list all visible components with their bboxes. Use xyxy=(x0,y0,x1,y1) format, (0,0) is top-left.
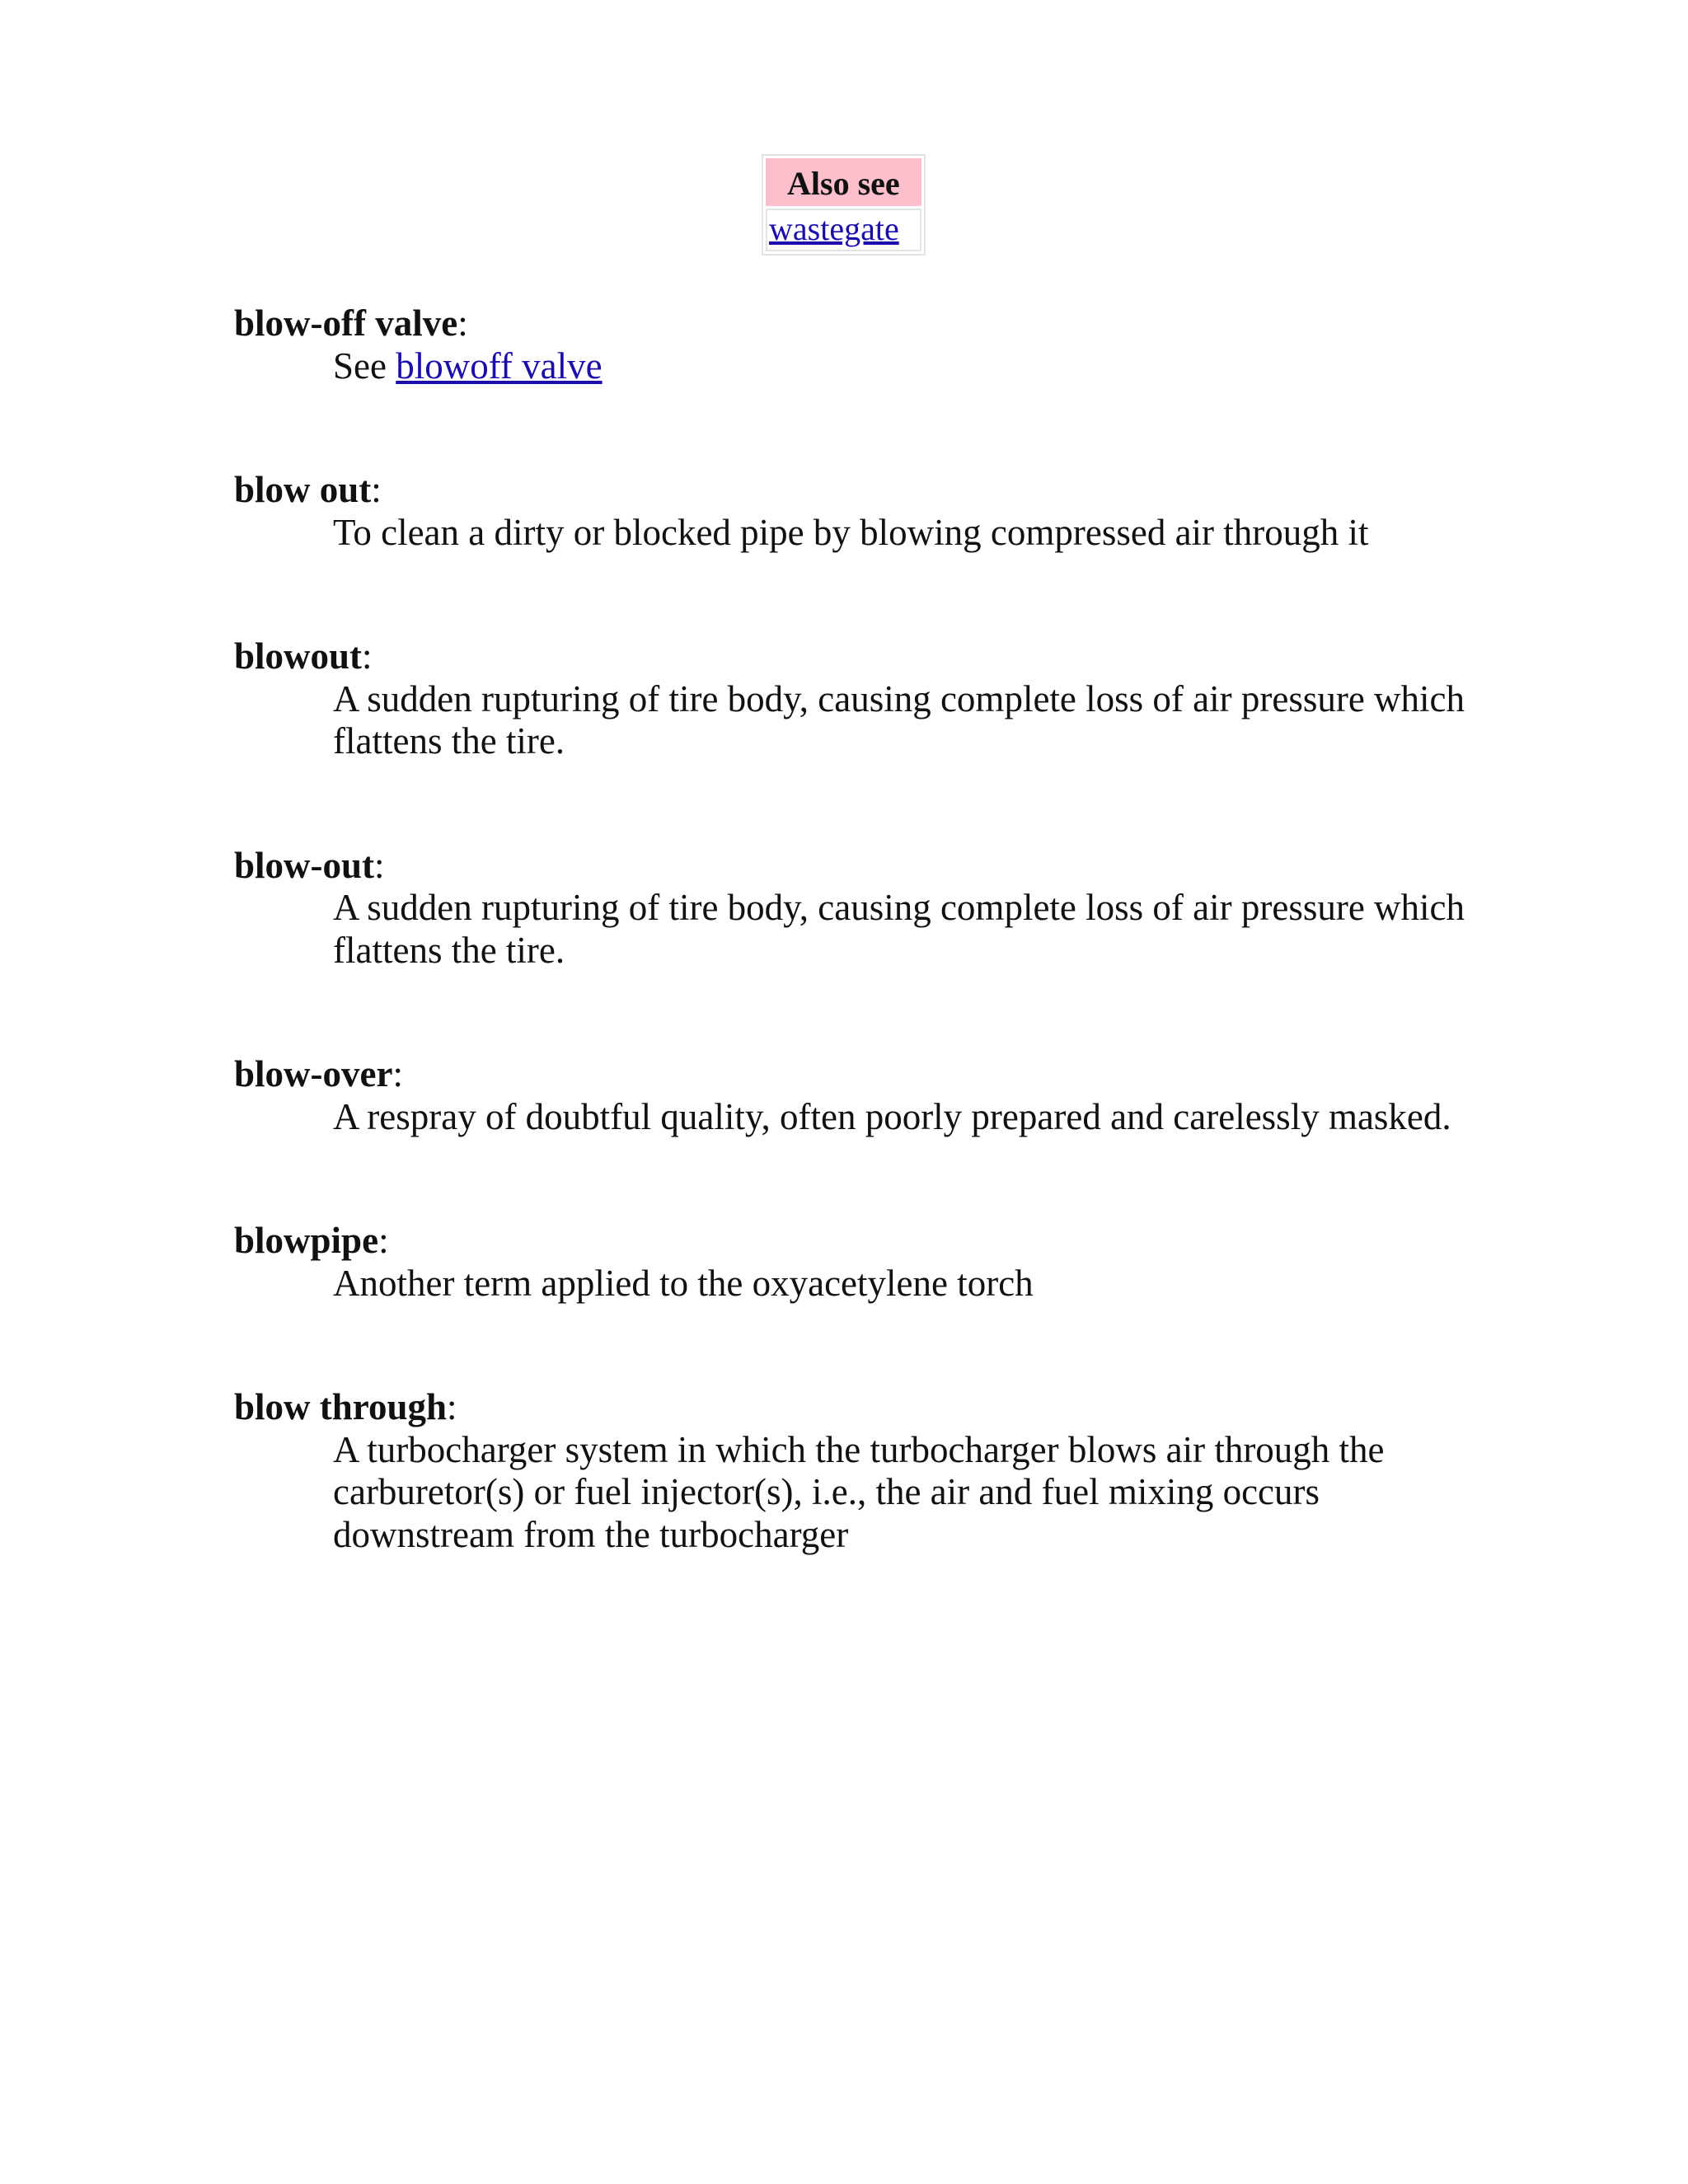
glossary-entry-blowpipe xyxy=(234,1220,1503,1305)
glossary-definition: Another term applied to the oxyacetylene torch xyxy=(333,1262,1034,1304)
glossary-definition: A sudden rupturing of tire body, causing complete loss of air pressure which flattens the tire. xyxy=(333,677,1465,762)
wastegate-link[interactable]: wastegate xyxy=(769,210,899,247)
also-see-box xyxy=(762,154,926,255)
term-label: blow-out xyxy=(234,844,375,886)
glossary-entry-blow-through xyxy=(234,1386,1503,1556)
glossary-entry-blow-out-hyphen xyxy=(234,845,1503,972)
glossary-entry-blow-over xyxy=(234,1053,1503,1138)
glossary-definition: A turbocharger system in which the turbocharger blows air through the carburetor(s) or fuel injector(s), i.e., the air and fuel mixing occurs downstream from the turbocharger xyxy=(333,1428,1385,1555)
glossary-term: blow through: xyxy=(234,1386,457,1427)
glossary-list xyxy=(234,302,1503,1638)
term-label: blow through xyxy=(234,1386,448,1427)
glossary-term: blowout: xyxy=(234,635,373,677)
blowoff-valve-link[interactable]: blowoff valve xyxy=(396,344,603,387)
term-label: blow out xyxy=(234,469,372,510)
term-label: blowpipe xyxy=(234,1220,379,1261)
glossary-term: blow-out: xyxy=(234,844,385,886)
glossary-term: blow-over: xyxy=(234,1053,403,1094)
glossary-term: blowpipe: xyxy=(234,1220,389,1261)
term-label: blowout xyxy=(234,635,363,677)
term-label: blow-over xyxy=(234,1053,393,1094)
also-see-header: Also see xyxy=(766,158,921,206)
glossary-entry-blow-off-valve xyxy=(234,302,1503,387)
term-label: blow-off valve xyxy=(234,302,458,344)
glossary-definition: To clean a dirty or blocked pipe by blowing compressed air through it xyxy=(333,511,1369,553)
glossary-entry-blow-out xyxy=(234,469,1503,554)
glossary-definition: A respray of doubtful quality, often poorly prepared and carelessly masked. xyxy=(333,1095,1451,1137)
glossary-entry-blowout xyxy=(234,635,1503,763)
definition-prefix: See xyxy=(333,344,396,387)
glossary-definition: A sudden rupturing of tire body, causing complete loss of air pressure which flattens the tire. xyxy=(333,887,1465,971)
also-see-cell xyxy=(766,209,921,251)
glossary-term: blow out: xyxy=(234,469,382,510)
glossary-term: blow-off valve: xyxy=(234,302,468,344)
glossary-definition xyxy=(333,345,1470,388)
